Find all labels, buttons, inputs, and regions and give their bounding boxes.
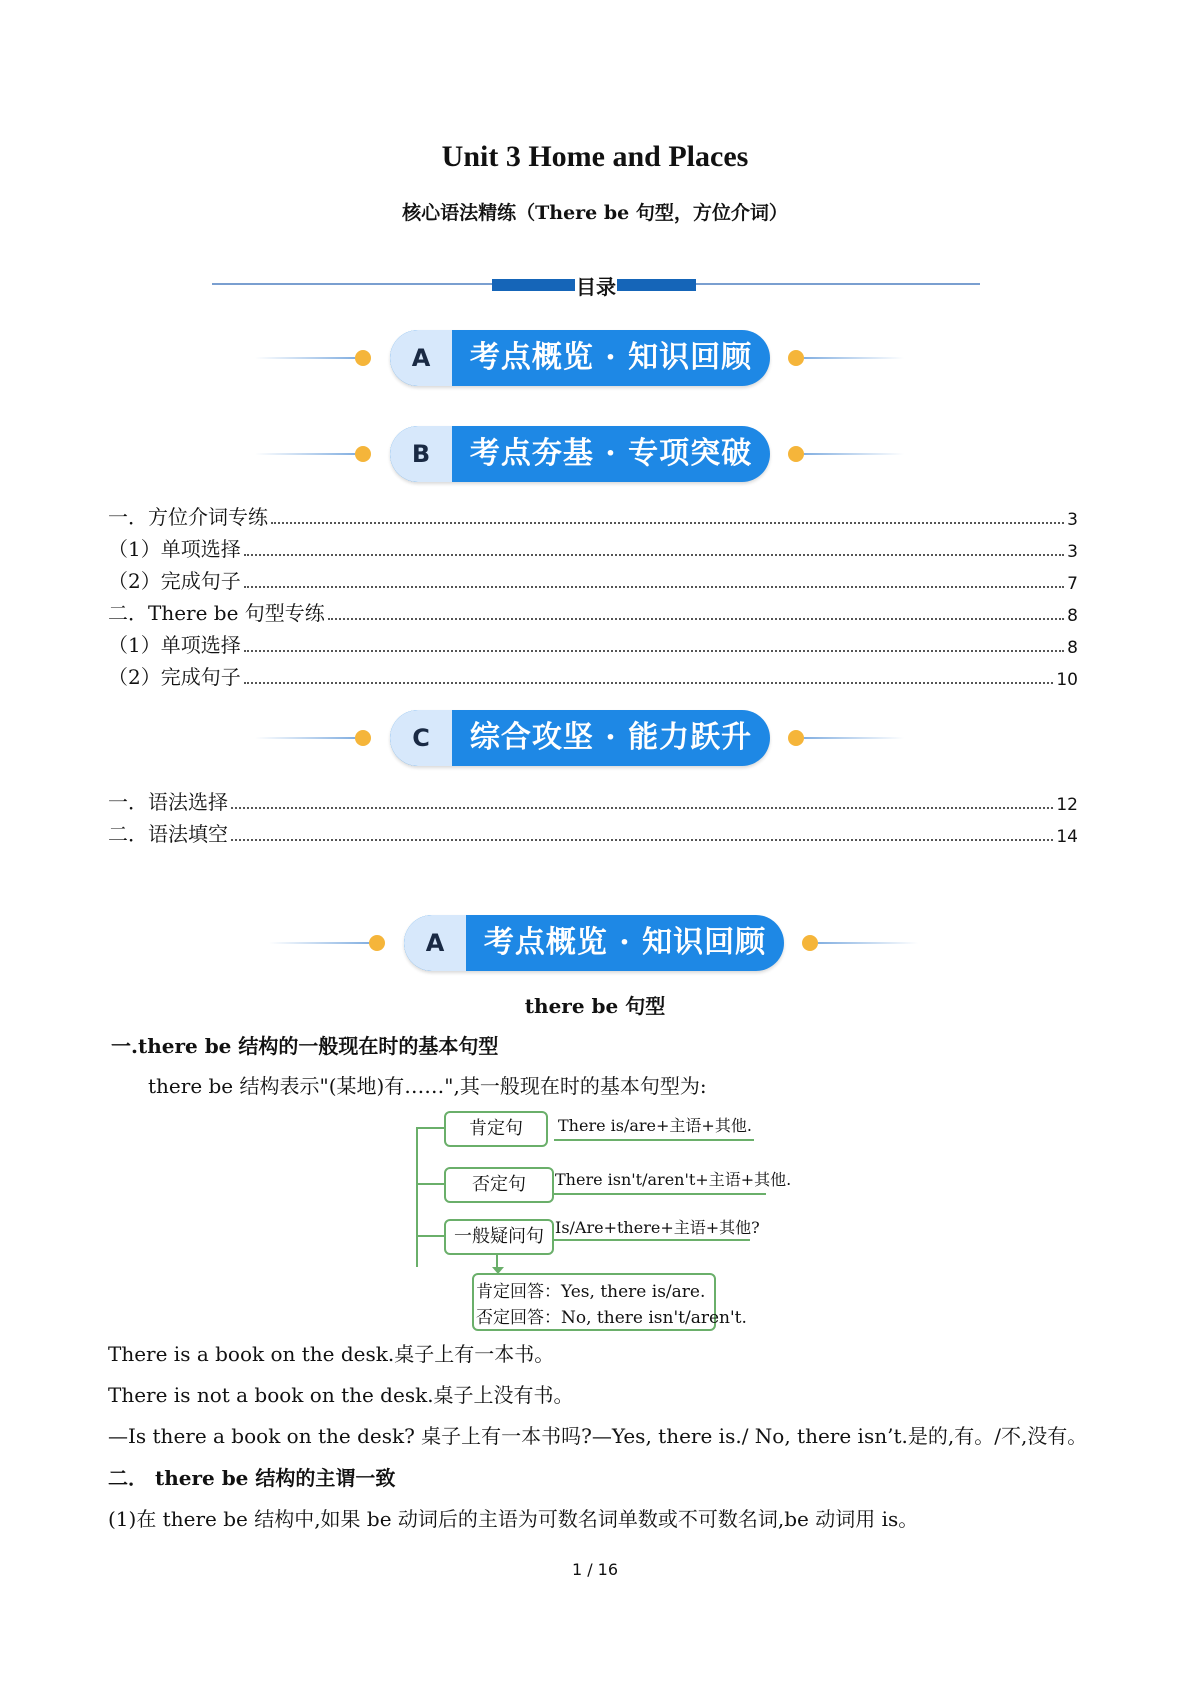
banner-b [255,422,905,486]
negative-pattern: There isn't/aren't+主语+其他. [555,1170,792,1189]
toc-entry-label: 二．There be 句型专练 [108,601,325,625]
toc-leader [271,522,1064,524]
diagram-underline [554,1193,766,1195]
rule-paragraph: (1)在 there be 结构中,如果 be 动词后的主语为可数名词单数或不可数名词,be 动词用 is。 [108,1507,919,1531]
diagram-branch [416,1183,444,1185]
toc-entry-label: （2）完成句子 [108,665,241,689]
section-heading: there be 句型 [524,994,666,1018]
answer-box [472,1273,747,1331]
toc-leader [244,650,1064,652]
answer-no: 否定回答：No, there isn't/aren't. [476,1308,747,1328]
page-number: 1 / 16 [571,1560,619,1579]
diagram-branch [416,1127,444,1129]
toc-leader [244,586,1064,588]
toc-entry[interactable] [108,819,1078,847]
heading-1: 一.there be 结构的一般现在时的基本句型 [111,1034,499,1058]
question-box: 一般疑问句 [444,1219,554,1255]
toc-entry-page: 14 [1056,827,1078,847]
answer-yes: 肯定回答：Yes, there is/are. [476,1282,706,1302]
toc-entry-label: 一．语法选择 [108,790,228,814]
banner-text: 考点夯基 · 专项突破 [469,436,753,471]
toc-entry-label: 一．方位介词专练 [108,505,268,529]
toc-bar-right [616,279,696,291]
toc-entry[interactable] [108,502,1078,530]
banner-letter: C [390,710,452,766]
banner-letter: A [390,330,452,386]
example-sentence: There is not a book on the desk.桌子上没有书。 [108,1383,574,1407]
toc-entry-page: 3 [1067,510,1078,530]
banner-a [255,326,905,390]
banner-dot-left [369,935,385,951]
toc-entry-page: 12 [1056,795,1078,815]
diagram-underline [554,1239,750,1241]
toc-entry-page: 10 [1056,670,1078,690]
heading-2: 二． there be 结构的主谓一致 [108,1466,396,1490]
question-pattern: Is/Are+there+主语+其他? [555,1218,760,1237]
diagram-trunk [416,1127,418,1267]
toc-label: 目录 [575,271,617,300]
example-sentence: There is a book on the desk.桌子上有一本书。 [108,1342,555,1366]
toc-entry-page: 8 [1067,638,1078,658]
toc-leader [328,618,1064,620]
banner-c [255,706,905,770]
banner-letter: A [404,915,466,971]
there-be-diagram [400,1105,800,1335]
negative-box: 否定句 [444,1167,554,1203]
document-subtitle: 核心语法精练（There be 句型，方位介词） [402,202,788,224]
affirmative-box: 肯定句 [444,1111,548,1147]
toc-entry-label: 二．语法填空 [108,822,228,846]
toc-entry-label: （1）单项选择 [108,537,241,561]
toc-entry[interactable] [108,566,1078,594]
toc-leader [231,807,1053,809]
toc-entry-label: （1）单项选择 [108,633,241,657]
banner-dot-left [355,730,371,746]
affirmative-pattern: There is/are+主语+其他. [558,1116,752,1135]
banner-text: 考点概览 · 知识回顾 [483,925,767,960]
toc-entry[interactable] [108,787,1078,815]
document-title: Unit 3 Home and Places [441,140,749,173]
toc-leader [244,682,1054,684]
toc-entry[interactable] [108,534,1078,562]
toc-leader [244,554,1064,556]
banner-letter: B [390,426,452,482]
banner-dot-right [788,350,804,366]
toc-entry-page: 7 [1067,574,1078,594]
banner-dot-right [788,446,804,462]
toc-entry[interactable] [108,598,1078,626]
toc-entry-page: 8 [1067,606,1078,626]
diagram-branch [416,1235,444,1237]
toc-entry[interactable] [108,662,1078,690]
intro-paragraph: there be 结构表示"(某地)有……",其一般现在时的基本句型为: [148,1074,707,1098]
example-sentence: —Is there a book on the desk? 桌子上有一本书吗?—Yes, there is./ No, there isn’t.是的,有。/不,没有。 [108,1424,1088,1448]
toc-bar-left [492,279,576,291]
toc-entry[interactable] [108,630,1078,658]
banner-dot-right [788,730,804,746]
banner-text: 考点概览 · 知识回顾 [469,340,753,375]
banner-text: 综合攻坚 · 能力跃升 [469,720,753,755]
toc-leader [231,839,1053,841]
toc-entry-label: （2）完成句子 [108,569,241,593]
banner-a-section [269,911,919,975]
banner-dot-right [802,935,818,951]
banner-dot-left [355,350,371,366]
diagram-underline [554,1139,754,1141]
banner-dot-left [355,446,371,462]
toc-entry-page: 3 [1067,542,1078,562]
